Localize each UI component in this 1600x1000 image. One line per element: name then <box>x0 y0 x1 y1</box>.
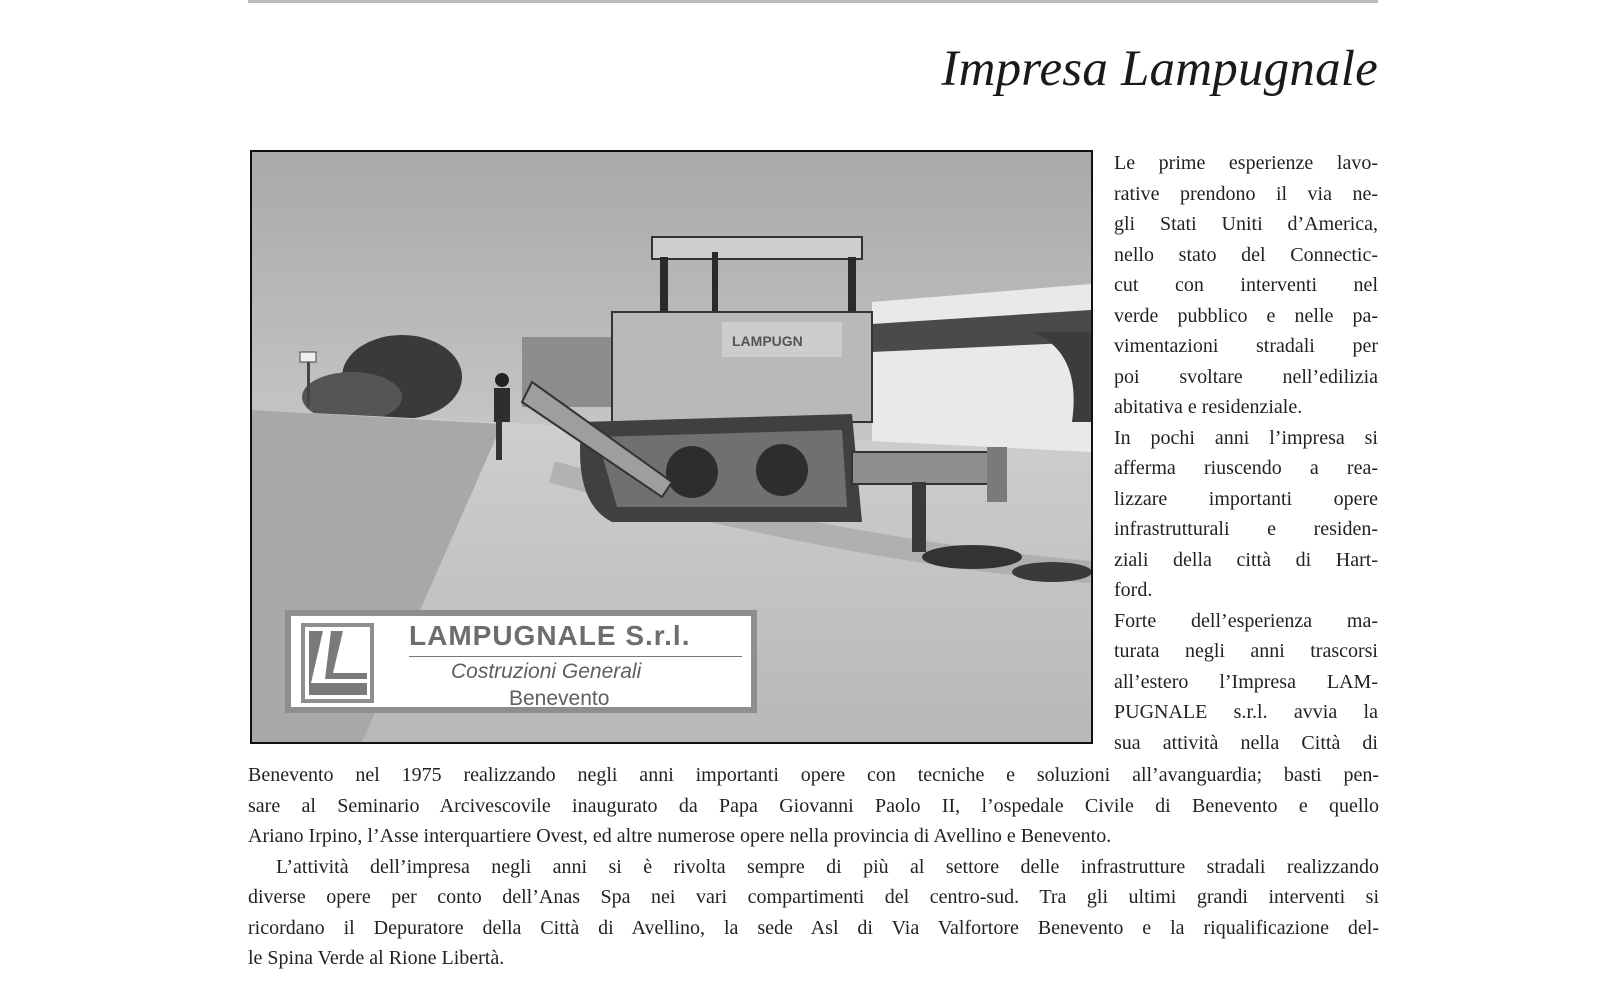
text-line: PUGNALE s.r.l. avvia la <box>1114 701 1378 723</box>
text-line: ziali della città di Hart- <box>1114 548 1378 571</box>
logo-company-name: LAMPUGNALE S.r.l. <box>409 620 691 651</box>
logo-subtitle: Costruzioni Generali <box>451 660 642 683</box>
text-line: ford. <box>1114 579 1153 601</box>
text-line: poi svoltare nell’edilizia <box>1114 365 1378 388</box>
text-line: afferma riuscendo a rea- <box>1114 457 1378 479</box>
text-line: Forte dell’esperienza ma- <box>1114 609 1378 632</box>
svg-text:LAMPUGN: LAMPUGN <box>732 333 803 349</box>
logo-divider <box>409 656 742 657</box>
text-line: turata negli anni trascorsi <box>1114 640 1378 662</box>
logo-city: Benevento <box>509 687 610 710</box>
company-logo-icon <box>301 623 374 703</box>
text-line: infrastrutturali e residen- <box>1114 518 1378 540</box>
text-line: Le prime esperienze lavo- <box>1114 152 1378 174</box>
text-line: sua attività nella Città di <box>1114 731 1378 754</box>
company-logo-plate <box>285 610 757 713</box>
text-line: Benevento nel 1975 realizzando negli anni importanti opere con tecniche e soluzioni all’avanguardia; basti pen- <box>248 764 1379 786</box>
text-line: abitativa e residenziale. <box>1114 396 1303 418</box>
text-line: lizzare importanti opere <box>1114 487 1378 510</box>
side-column-text <box>1114 148 1378 758</box>
bulldozer-photo <box>250 150 1093 744</box>
text-line: vimentazioni stradali per <box>1114 335 1378 357</box>
text-line: le Spina Verde al Rione Libertà. <box>248 947 505 969</box>
text-line: L’attività dell’impresa negli anni si è rivolta sempre di più al settore delle infrastrutture stradali realizzando <box>276 855 1379 878</box>
text-line: gli Stati Uniti d’America, <box>1114 213 1378 235</box>
text-line: all’estero l’Impresa LAM- <box>1114 670 1378 693</box>
page-title: Impresa Lampugnale <box>941 41 1378 97</box>
text-line: nello stato del Connectic- <box>1114 243 1378 266</box>
text-line: diverse opere per conto dell’Anas Spa nei vari compartimenti del centro-sud. Tra gli ultimi grandi interventi si <box>248 886 1379 908</box>
text-line: sare al Seminario Arcivescovile inaugurato da Papa Giovanni Paolo II, l’ospedale Civile di Benevento e quello <box>248 794 1379 817</box>
text-line: rative prendono il via ne- <box>1114 182 1378 205</box>
top-rule <box>248 0 1378 3</box>
text-line: Ariano Irpino, l’Asse interquartiere Ovest, ed altre numerose opere nella provincia di Avellino e Benevento. <box>248 825 1112 847</box>
body-text <box>248 760 1379 974</box>
text-line: ricordano il Depuratore della Città di Avellino, la sede Asl di Via Valfortore Benevento e la riqualificazione del- <box>248 916 1379 939</box>
text-line: verde pubblico e nelle pa- <box>1114 304 1378 327</box>
text-line: In pochi anni l’impresa si <box>1114 426 1378 449</box>
text-line: cut con interventi nel <box>1114 274 1378 296</box>
